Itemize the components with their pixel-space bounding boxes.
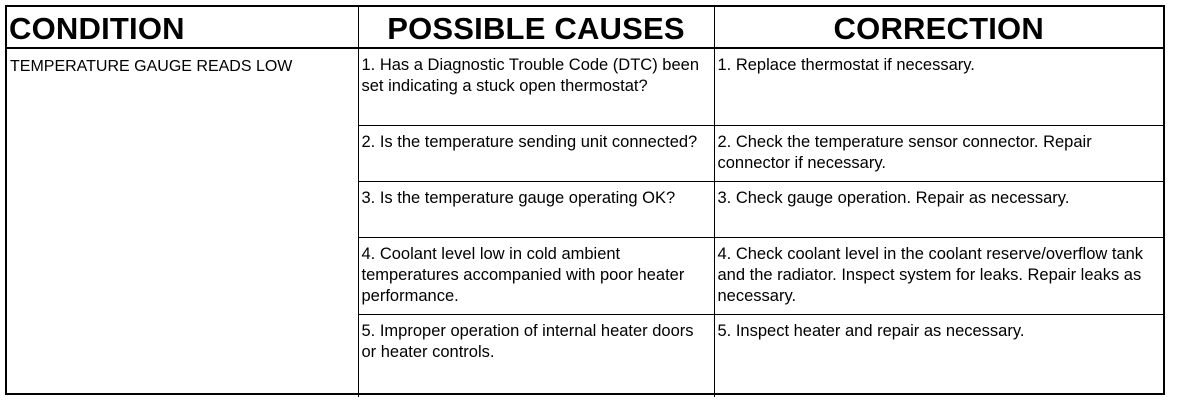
diagnosis-table — [7, 7, 1163, 397]
cause-cell: 5. Improper operation of internal heater doors or heater controls. — [358, 315, 714, 398]
cause-cell: 2. Is the temperature sending unit connected? — [358, 126, 714, 182]
correction-cell: 3. Check gauge operation. Repair as necessary. — [714, 182, 1163, 238]
cause-cell: 1. Has a Diagnostic Trouble Code (DTC) been set indicating a stuck open thermostat? — [358, 48, 714, 126]
diagnosis-table-frame — [5, 5, 1165, 395]
correction-cell: 5. Inspect heater and repair as necessary. — [714, 315, 1163, 398]
header-row — [7, 7, 1163, 48]
header-condition: CONDITION — [7, 7, 358, 48]
correction-cell: 1. Replace thermostat if necessary. — [714, 48, 1163, 126]
correction-cell: 2. Check the temperature sensor connector. Repair connector if necessary. — [714, 126, 1163, 182]
cause-cell: 4. Coolant level low in cold ambient temperatures accompanied with poor heater performance. — [358, 238, 714, 315]
condition-cell: TEMPERATURE GAUGE READS LOW — [10, 58, 293, 75]
cause-cell: 3. Is the temperature gauge operating OK? — [358, 182, 714, 238]
header-possible-causes: POSSIBLE CAUSES — [358, 7, 714, 48]
correction-cell: 4. Check coolant level in the coolant reserve/overflow tank and the radiator. Inspect system for leaks. Repair leaks as necessary. — [714, 238, 1163, 315]
table-row — [7, 48, 1163, 126]
header-correction: CORRECTION — [714, 7, 1163, 48]
